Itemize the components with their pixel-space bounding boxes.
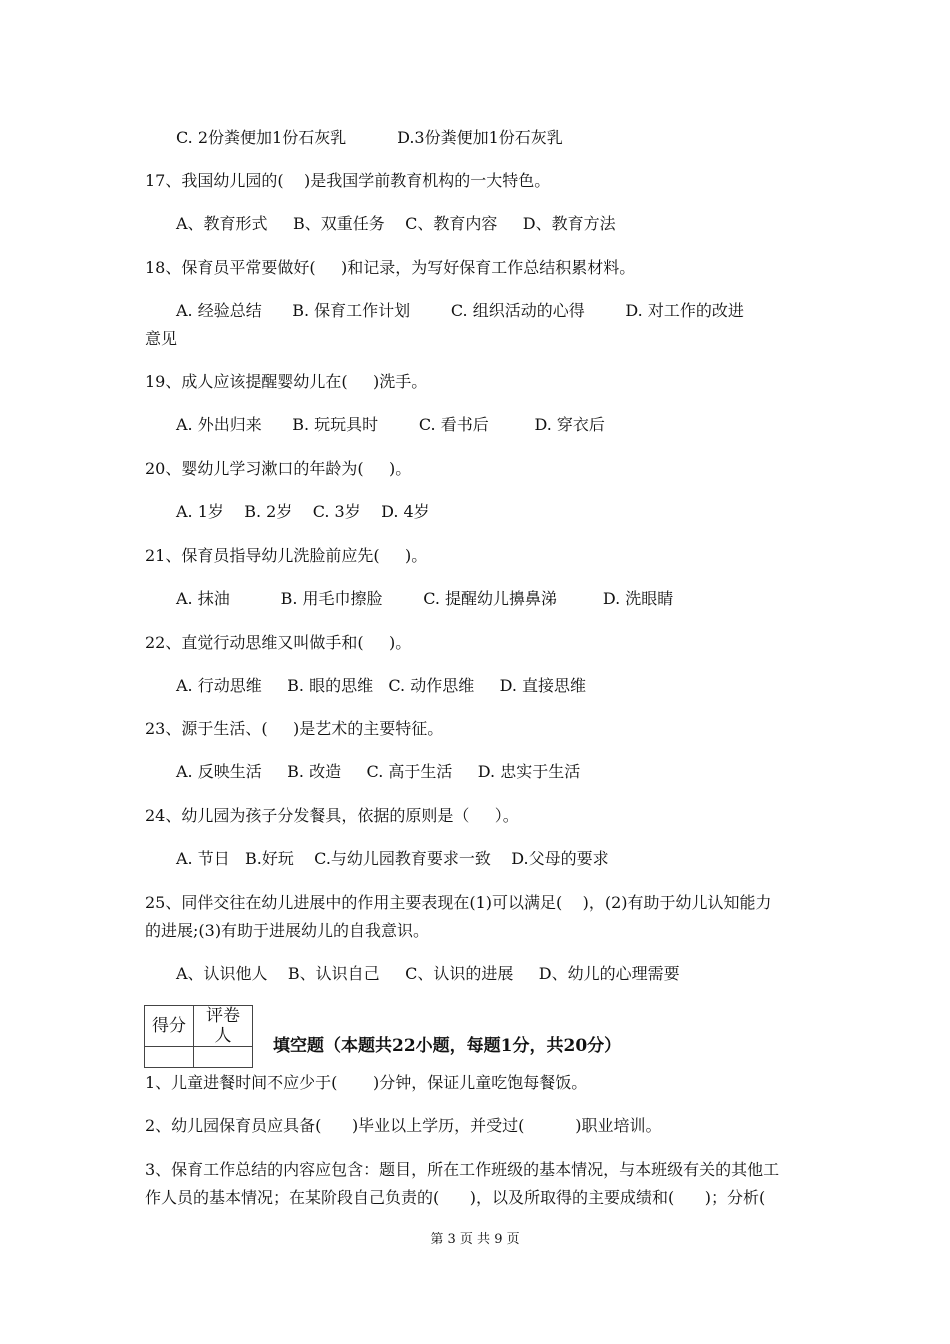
q21-options: A. 抹油 B. 用毛巾擦脸 C. 提醒幼儿擤鼻涕 D. 洗眼睛 (176, 589, 674, 608)
section-title: 填空题（本题共22小题，每题1分，共20分） (273, 1036, 622, 1056)
q20-stem: 20、婴幼儿学习漱口的年龄为( )。 (145, 459, 412, 478)
q21-stem: 21、保育员指导幼儿洗脸前应先( )。 (145, 546, 428, 565)
score-label: 得分 (145, 1006, 194, 1047)
fill-blank-3-cont: 作人员的基本情况；在某阶段自己负责的( )，以及所取得的主要成绩和( )；分析( (145, 1188, 766, 1207)
q22-options: A. 行动思维 B. 眼的思维 C. 动作思维 D. 直接思维 (176, 676, 587, 695)
q17-stem: 17、我国幼儿园的( )是我国学前教育机构的一大特色。 (145, 171, 551, 190)
q25-options: A、认识他人 B、认识自己 C、认识的进展 D、幼儿的心理需要 (176, 964, 680, 983)
q24-options: A. 节日 B.好玩 C.与幼儿园教育要求一致 D.父母的要求 (176, 849, 609, 868)
q18-options-cont: 意见 (145, 329, 178, 348)
q17-options: A、教育形式 B、双重任务 C、教育内容 D、教育方法 (176, 214, 616, 233)
q19-stem: 19、成人应该提醒婴幼儿在( )洗手。 (145, 372, 428, 391)
q16-options: C. 2份粪便加1份石灰乳 D.3份粪便加1份石灰乳 (176, 128, 563, 147)
q19-options: A. 外出归来 B. 玩玩具时 C. 看书后 D. 穿衣后 (176, 415, 605, 434)
q23-options: A. 反映生活 B. 改造 C. 高于生活 D. 忠实于生活 (176, 762, 581, 781)
score-table (144, 1005, 253, 1068)
q18-stem: 18、保育员平常要做好( )和记录，为写好保育工作总结积累材料。 (145, 258, 636, 277)
fill-blank-1: 1、儿童进餐时间不应少于( )分钟，保证儿童吃饱每餐饭。 (145, 1073, 588, 1092)
page-footer: 第 3 页 共 9 页 (430, 1232, 520, 1247)
q25-stem-cont: 的进展;(3)有助于进展幼儿的自我意识。 (145, 921, 430, 940)
reviewer-label: 评卷人 (194, 1006, 253, 1047)
q23-stem: 23、源于生活、( )是艺术的主要特征。 (145, 719, 444, 738)
q22-stem: 22、直觉行动思维又叫做手和( )。 (145, 633, 412, 652)
q20-options: A. 1岁 B. 2岁 C. 3岁 D. 4岁 (176, 502, 430, 521)
q25-stem: 25、同伴交往在幼儿进展中的作用主要表现在(1)可以满足( )，(2)有助于幼儿认知能力 (145, 893, 772, 912)
score-cell (145, 1047, 194, 1068)
q18-options: A. 经验总结 B. 保育工作计划 C. 组织活动的心得 D. 对工作的改进 (176, 301, 744, 320)
reviewer-cell (194, 1047, 253, 1068)
fill-blank-3: 3、保育工作总结的内容应包含：题目，所在工作班级的基本情况，与本班级有关的其他工 (145, 1160, 780, 1179)
q24-stem: 24、幼儿园为孩子分发餐具，依据的原则是（ ）。 (145, 806, 519, 825)
fill-blank-2: 2、幼儿园保育员应具备( )毕业以上学历，并受过( )职业培训。 (145, 1116, 662, 1135)
